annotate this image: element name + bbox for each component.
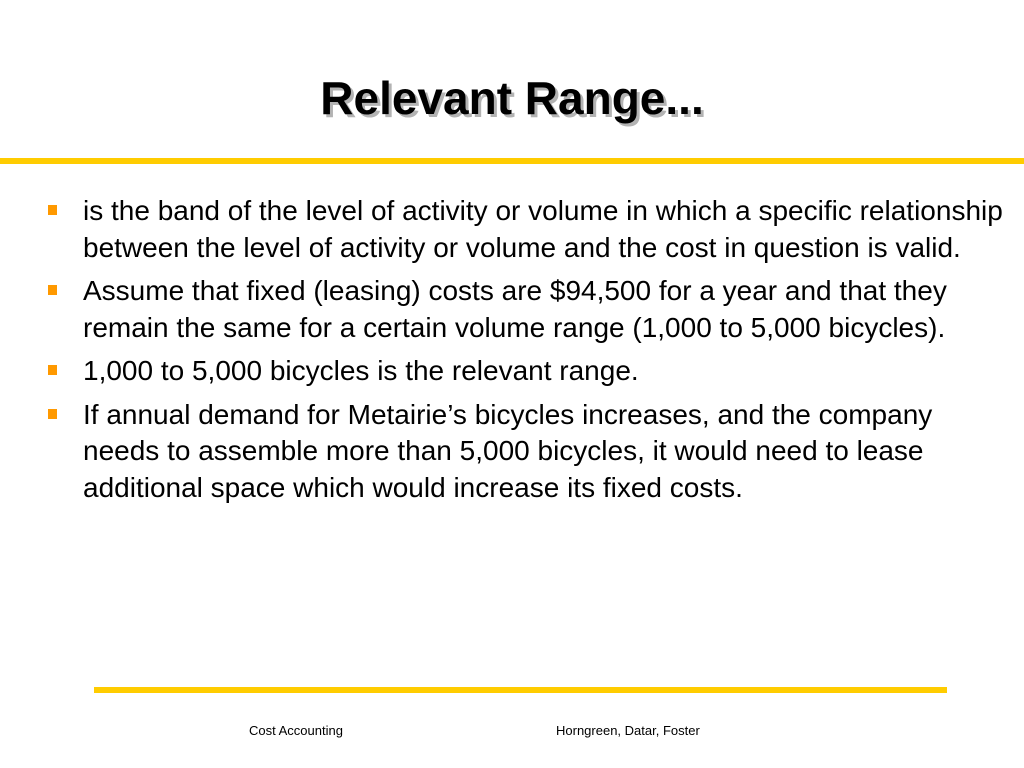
footer-divider	[94, 687, 947, 693]
bullet-item	[48, 397, 1008, 507]
square-bullet-icon	[48, 365, 57, 375]
bullet-item	[48, 353, 1008, 390]
slide-title: Relevant Range...	[320, 72, 704, 124]
square-bullet-icon	[48, 409, 57, 419]
bullet-item	[48, 273, 1008, 346]
bullet-text: is the band of the level of activity or volume in which a specific relationship between the level of activity or volume and the cost in question is valid.	[83, 195, 1003, 263]
bullet-text: Assume that fixed (leasing) costs are $94,500 for a year and that they remain the same for a certain volume range (1,000 to 5,000 bicycles).	[83, 275, 947, 343]
square-bullet-icon	[48, 285, 57, 295]
bullet-item	[48, 193, 1008, 266]
bullet-text: 1,000 to 5,000 bicycles is the relevant range.	[83, 355, 639, 386]
footer-authors: Horngreen, Datar, Foster	[556, 723, 700, 738]
footer-course: Cost Accounting	[249, 723, 343, 738]
bullet-text: If annual demand for Metairie’s bicycles increases, and the company needs to assemble more than 5,000 bicycles, it would need to lease additional space which would increase its fixed costs.	[83, 398, 933, 503]
bullet-list	[48, 193, 1008, 513]
square-bullet-icon	[48, 205, 57, 215]
title-divider	[0, 158, 1024, 164]
